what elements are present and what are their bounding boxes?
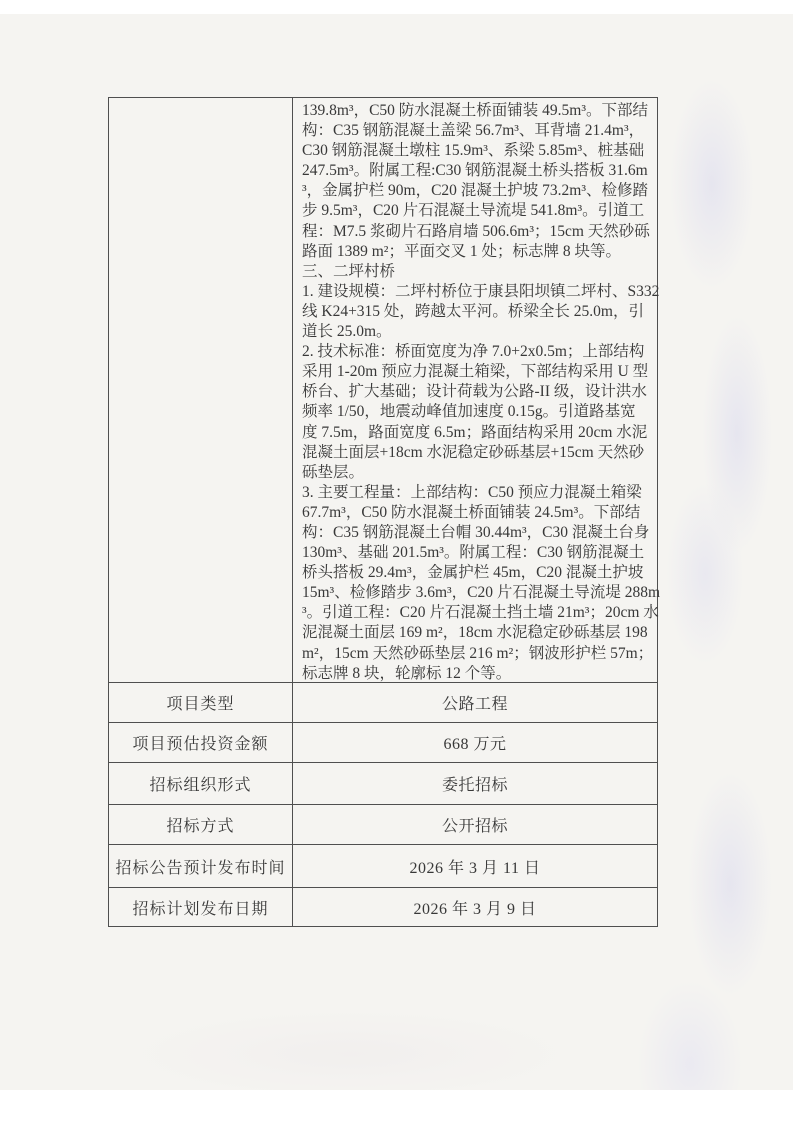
document-table (108, 97, 661, 927)
detail-line: 度 7.5m，路面宽度 6.5m；路面结构采用 20cm 水泥 (302, 423, 648, 441)
detail-line: 三、二坪村桥 (302, 262, 396, 280)
row-label: 项目预估投资金额 (109, 723, 293, 762)
detail-line: C30 钢筋混凝土墩柱 15.9m³、系梁 5.85m³、桩基础 (302, 142, 645, 160)
detail-left-cell (109, 98, 293, 682)
detail-line: 247.5m³。附属工程:C30 钢筋混凝土桥头搭板 31.6m (302, 162, 648, 180)
row-label: 招标公告预计发布时间 (109, 845, 293, 887)
detail-line: ³，金属护栏 90m，C20 混凝土护坡 73.2m³、检修踏 (302, 182, 648, 200)
table-row (109, 682, 657, 722)
detail-line: 构：C35 钢筋混凝土台帽 30.44m³，C30 混凝土台身 (302, 523, 650, 541)
detail-line: 泥混凝土面层 169 m²，18cm 水泥稳定砂砾基层 198 (302, 624, 648, 642)
detail-line: 砾垫层。 (302, 463, 365, 481)
detail-line: 线 K24+315 处，跨越太平河。桥梁全长 25.0m，引 (302, 302, 644, 320)
detail-line: ³。引道工程：C20 片石混凝土挡土墙 21m³；20cm 水 (302, 604, 659, 622)
row-label: 招标计划发布日期 (109, 888, 293, 926)
detail-line: 混凝土面层+18cm 水泥稳定砂砾基层+15cm 天然砂 (302, 443, 645, 461)
info-rows (109, 682, 657, 926)
detail-line: 3. 主要工程量：上部结构：C50 预应力混凝土箱梁 (302, 483, 642, 501)
detail-line: 67.7m³，C50 防水混凝土桥面铺装 24.5m³。下部结 (302, 503, 641, 521)
detail-line: 130m³、基础 201.5m³。附属工程：C30 钢筋混凝土 (302, 544, 645, 562)
table-row (109, 804, 657, 844)
row-label: 招标组织形式 (109, 763, 293, 804)
row-value: 公路工程 (441, 696, 508, 713)
table-row (109, 887, 657, 926)
detail-line: 步 9.5m³，C20 片石混凝土导流堤 541.8m³。引道工 (302, 202, 645, 220)
detail-line: 路面 1389 m²；平面交叉 1 处；标志牌 8 块等。 (302, 242, 621, 260)
table-row (109, 722, 657, 762)
row-label: 招标方式 (109, 805, 293, 844)
project-detail-text-cell (293, 98, 667, 682)
detail-line: 1. 建设规模：二坪村桥位于康县阳坝镇二坪村、S332 (302, 282, 660, 300)
detail-line: m²，15cm 天然砂砾垫层 216 m²；钢波形护栏 57m； (302, 644, 654, 662)
detail-line: 程：M7.5 浆砌片石路肩墙 506.6m³；15cm 天然砂砾 (302, 222, 650, 240)
table-row (109, 844, 657, 887)
detail-line: 139.8m³，C50 防水混凝土桥面铺装 49.5m³。下部结 (302, 102, 648, 119)
detail-line: 桥头搭板 29.4m³，金属护栏 45m，C20 混凝土护坡 (302, 564, 644, 582)
row-value: 2026 年 3 月 9 日 (413, 900, 537, 918)
detail-line: 桥台、扩大基础；设计荷载为公路-II 级，设计洪水 (302, 383, 647, 401)
detail-line: 道长 25.0m。 (302, 323, 392, 341)
detail-line: 构：C35 钢筋混凝土盖梁 56.7m³、耳背墙 21.4m³， (302, 122, 645, 140)
row-value: 委托招标 (441, 777, 508, 794)
detail-line: 采用 1-20m 预应力混凝土箱梁，下部结构采用 U 型 (302, 363, 649, 381)
table-row (109, 762, 657, 804)
row-label: 项目类型 (109, 683, 293, 722)
row-value: 公开招标 (441, 818, 508, 835)
detail-line: 频率 1/50，地震动峰值加速度 0.15g。引道路基宽 (302, 403, 636, 421)
project-detail-row (109, 98, 661, 682)
row-value: 2026 年 3 月 11 日 (409, 859, 541, 877)
detail-line: 2. 技术标准：桥面宽度为净 7.0+2x0.5m；上部结构 (302, 343, 645, 361)
detail-line: 标志牌 8 块，轮廓标 12 个等。 (302, 664, 512, 682)
detail-line: 15m³、检修踏步 3.6m³，C20 片石混凝土导流堤 288m (302, 584, 661, 602)
row-value: 668 万元 (443, 736, 507, 753)
